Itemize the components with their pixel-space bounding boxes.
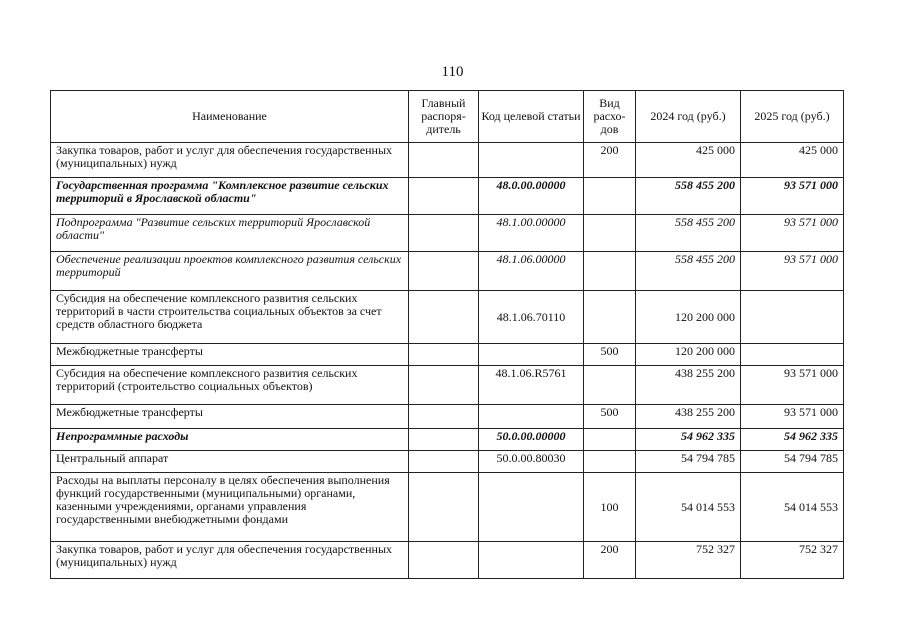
row-name: Закупка товаров, работ и услуг для обеспечения государственных (муниципальных) нужд bbox=[51, 542, 409, 579]
row-code: 48.0.00.00000 bbox=[479, 178, 584, 215]
row-2024: 752 327 bbox=[636, 542, 741, 579]
row-name: Межбюджетные трансферты bbox=[51, 344, 409, 366]
row-2024: 438 255 200 bbox=[636, 405, 741, 429]
row-2025: 93 571 000 bbox=[741, 215, 844, 252]
row-type bbox=[584, 215, 636, 252]
row-type: 500 bbox=[584, 344, 636, 366]
row-2024: 54 014 553 bbox=[636, 473, 741, 542]
table-row bbox=[51, 542, 844, 579]
row-2025: 425 000 bbox=[741, 143, 844, 178]
row-code: 50.0.00.80030 bbox=[479, 451, 584, 473]
row-code: 48.1.06.70110 bbox=[479, 291, 584, 344]
row-2025 bbox=[741, 291, 844, 344]
row-2025: 93 571 000 bbox=[741, 252, 844, 291]
row-name: Субсидия на обеспечение комплексного развития сельских территорий в части строительства социальных объектов за счет средств областного бюджета bbox=[51, 291, 409, 344]
row-2025: 93 571 000 bbox=[741, 366, 844, 405]
row-type bbox=[584, 252, 636, 291]
row-type bbox=[584, 429, 636, 451]
row-2024: 558 455 200 bbox=[636, 215, 741, 252]
row-name: Центральный аппарат bbox=[51, 451, 409, 473]
table-row bbox=[51, 215, 844, 252]
row-type: 200 bbox=[584, 143, 636, 178]
row-2025: 54 962 335 bbox=[741, 429, 844, 451]
table-row bbox=[51, 344, 844, 366]
row-code bbox=[479, 405, 584, 429]
row-name: Подпрограмма "Развитие сельских территорий Ярославской области" bbox=[51, 215, 409, 252]
table-row bbox=[51, 405, 844, 429]
header-code: Код целевой статьи bbox=[479, 91, 584, 143]
header-name: Наименование bbox=[51, 91, 409, 143]
row-code bbox=[479, 542, 584, 579]
row-2025: 93 571 000 bbox=[741, 405, 844, 429]
row-type bbox=[584, 291, 636, 344]
row-admin bbox=[409, 252, 479, 291]
row-admin bbox=[409, 473, 479, 542]
row-2024: 120 200 000 bbox=[636, 291, 741, 344]
table-row bbox=[51, 143, 844, 178]
table-row bbox=[51, 252, 844, 291]
row-2025 bbox=[741, 344, 844, 366]
row-2024: 54 794 785 bbox=[636, 451, 741, 473]
row-2025: 93 571 000 bbox=[741, 178, 844, 215]
header-admin: Главный распоря-дитель bbox=[409, 91, 479, 143]
row-code: 50.0.00.00000 bbox=[479, 429, 584, 451]
row-admin bbox=[409, 451, 479, 473]
row-code: 48.1.06.R5761 bbox=[479, 366, 584, 405]
row-type bbox=[584, 178, 636, 215]
row-2024: 54 962 335 bbox=[636, 429, 741, 451]
row-admin bbox=[409, 405, 479, 429]
row-name: Расходы на выплаты персоналу в целях обеспечения выполнения функций государственными (муниципальными) органами, казенными учреждениями, органами управления государственными внебюджетными фондами bbox=[51, 473, 409, 542]
table-row bbox=[51, 366, 844, 405]
row-code bbox=[479, 473, 584, 542]
row-type: 200 bbox=[584, 542, 636, 579]
row-admin bbox=[409, 291, 479, 344]
row-name: Непрограммные расходы bbox=[51, 429, 409, 451]
row-admin bbox=[409, 344, 479, 366]
table-row bbox=[51, 178, 844, 215]
row-admin bbox=[409, 542, 479, 579]
row-2024: 558 455 200 bbox=[636, 178, 741, 215]
table-row bbox=[51, 429, 844, 451]
row-type: 100 bbox=[584, 473, 636, 542]
row-name: Межбюджетные трансферты bbox=[51, 405, 409, 429]
row-admin bbox=[409, 143, 479, 178]
row-code bbox=[479, 143, 584, 178]
table-header-row bbox=[51, 91, 844, 143]
table-row bbox=[51, 473, 844, 542]
row-code: 48.1.06.00000 bbox=[479, 252, 584, 291]
page-number: 110 bbox=[441, 64, 464, 80]
row-name: Субсидия на обеспечение комплексного развития сельских территорий (строительство социальных объектов) bbox=[51, 366, 409, 405]
table-row bbox=[51, 451, 844, 473]
header-type: Вид расхо-дов bbox=[584, 91, 636, 143]
row-type bbox=[584, 366, 636, 405]
row-2024: 120 200 000 bbox=[636, 344, 741, 366]
row-2025: 752 327 bbox=[741, 542, 844, 579]
row-name: Обеспечение реализации проектов комплексного развития сельских территорий bbox=[51, 252, 409, 291]
row-admin bbox=[409, 178, 479, 215]
row-2024: 558 455 200 bbox=[636, 252, 741, 291]
row-2025: 54 794 785 bbox=[741, 451, 844, 473]
table-row bbox=[51, 291, 844, 344]
row-name: Закупка товаров, работ и услуг для обеспечения государственных (муниципальных) нужд bbox=[51, 143, 409, 178]
row-admin bbox=[409, 215, 479, 252]
row-type bbox=[584, 451, 636, 473]
row-name: Государственная программа "Комплексное развитие сельских территорий в Ярославской области" bbox=[51, 178, 409, 215]
header-2024: 2024 год (руб.) bbox=[636, 91, 741, 143]
header-2025: 2025 год (руб.) bbox=[741, 91, 844, 143]
row-2024: 438 255 200 bbox=[636, 366, 741, 405]
row-admin bbox=[409, 429, 479, 451]
budget-table bbox=[50, 90, 844, 579]
row-2025: 54 014 553 bbox=[741, 473, 844, 542]
row-admin bbox=[409, 366, 479, 405]
row-type: 500 bbox=[584, 405, 636, 429]
row-code: 48.1.00.00000 bbox=[479, 215, 584, 252]
row-code bbox=[479, 344, 584, 366]
row-2024: 425 000 bbox=[636, 143, 741, 178]
